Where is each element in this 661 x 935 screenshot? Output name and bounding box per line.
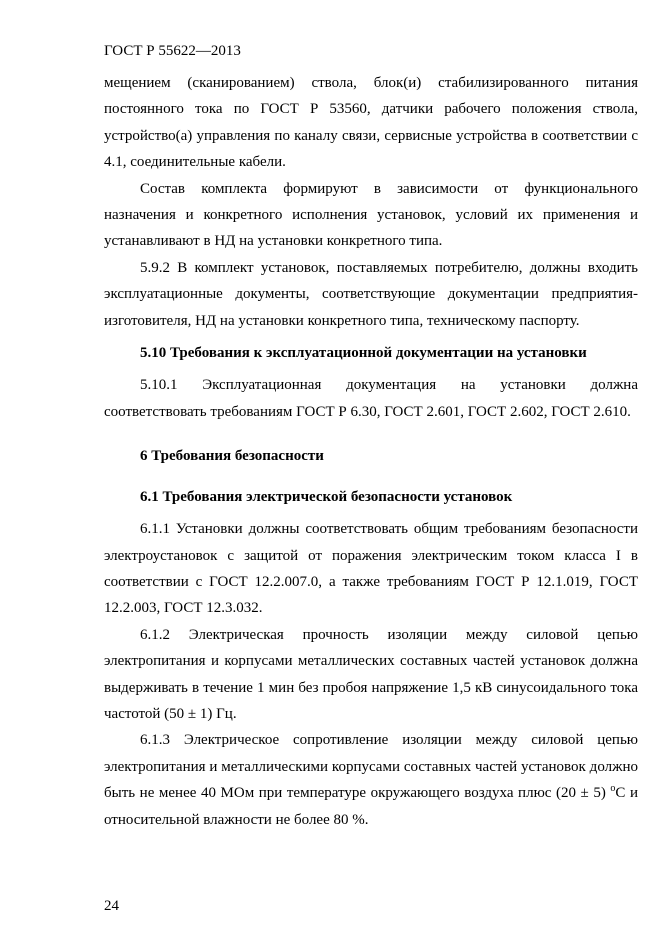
paragraph-6-1-1: 6.1.1 Установки должны соответствовать общим требованиям безопасности электроустановок с защитой от поражения электрическим током класса I в соответствии с ГОСТ 12.2.007.0, а также требованиям ГОСТ Р 12.1.019, ГОСТ 12.2.003, ГОСТ 12.3.032. [104, 521, 638, 617]
degree-superscript: o [610, 783, 616, 795]
page-number: 24 [104, 898, 119, 914]
paragraph-continuation: мещением (сканированием) ствола, блок(и) стабилизированного питания постоянного тока по ГОСТ Р 53560, датчики рабочего положения ствола, устройство(а) управления по каналу связи, сервисные устройства в соответствии с 4.1, соединительные кабели. [104, 75, 638, 171]
paragraph-6-1-3-main: 6.1.3 Электрическое сопротивление изоляции между силовой цепью электропитания и металлическими корпусами составных частей установок должно быть не менее 40 МОм при температуре окружающего воздуха плюс (20 ± 5) [104, 732, 638, 802]
standard-header: ГОСТ Р 55622—2013 [104, 43, 241, 59]
paragraph-6-1-3 [104, 727, 638, 833]
heading-6: 6 Требования безопасности [140, 448, 324, 465]
paragraph-5-10-1: 5.10.1 Эксплуатационная документация на установки должна соответствовать требованиям ГОСТ Р 6.30, ГОСТ 2.601, ГОСТ 2.602, ГОСТ 2.610. [104, 377, 638, 420]
paragraph-6-1-3-end: С и относительной влажности не более 80 %. [104, 785, 638, 828]
heading-5-10: 5.10 Требования к эксплуатационной документации на установки [140, 345, 587, 362]
paragraph-5-9-2: 5.9.2 В комплект установок, поставляемых потребителю, должны входить эксплуатационные документы, соответствующие документации предприятия-изготовителя, НД на установки конкретного типа, техническому паспорту. [104, 259, 638, 329]
paragraph-6-1-2: 6.1.2 Электрическая прочность изоляции между силовой цепью электропитания и корпусами металлических составных частей установок должна выдерживать в течение 1 мин без пробоя напряжение 1,5 кВ синусоидального тока частотой (50 ± 1) Гц. [104, 626, 638, 722]
heading-6-1: 6.1 Требования электрической безопасности установок [140, 488, 513, 505]
document-body [104, 70, 638, 833]
paragraph-kit-composition: Состав комплекта формируют в зависимости от функционального назначения и конкретного исполнения установок, условий их применения и устанавливают в НД на установки конкретного типа. [104, 180, 638, 250]
